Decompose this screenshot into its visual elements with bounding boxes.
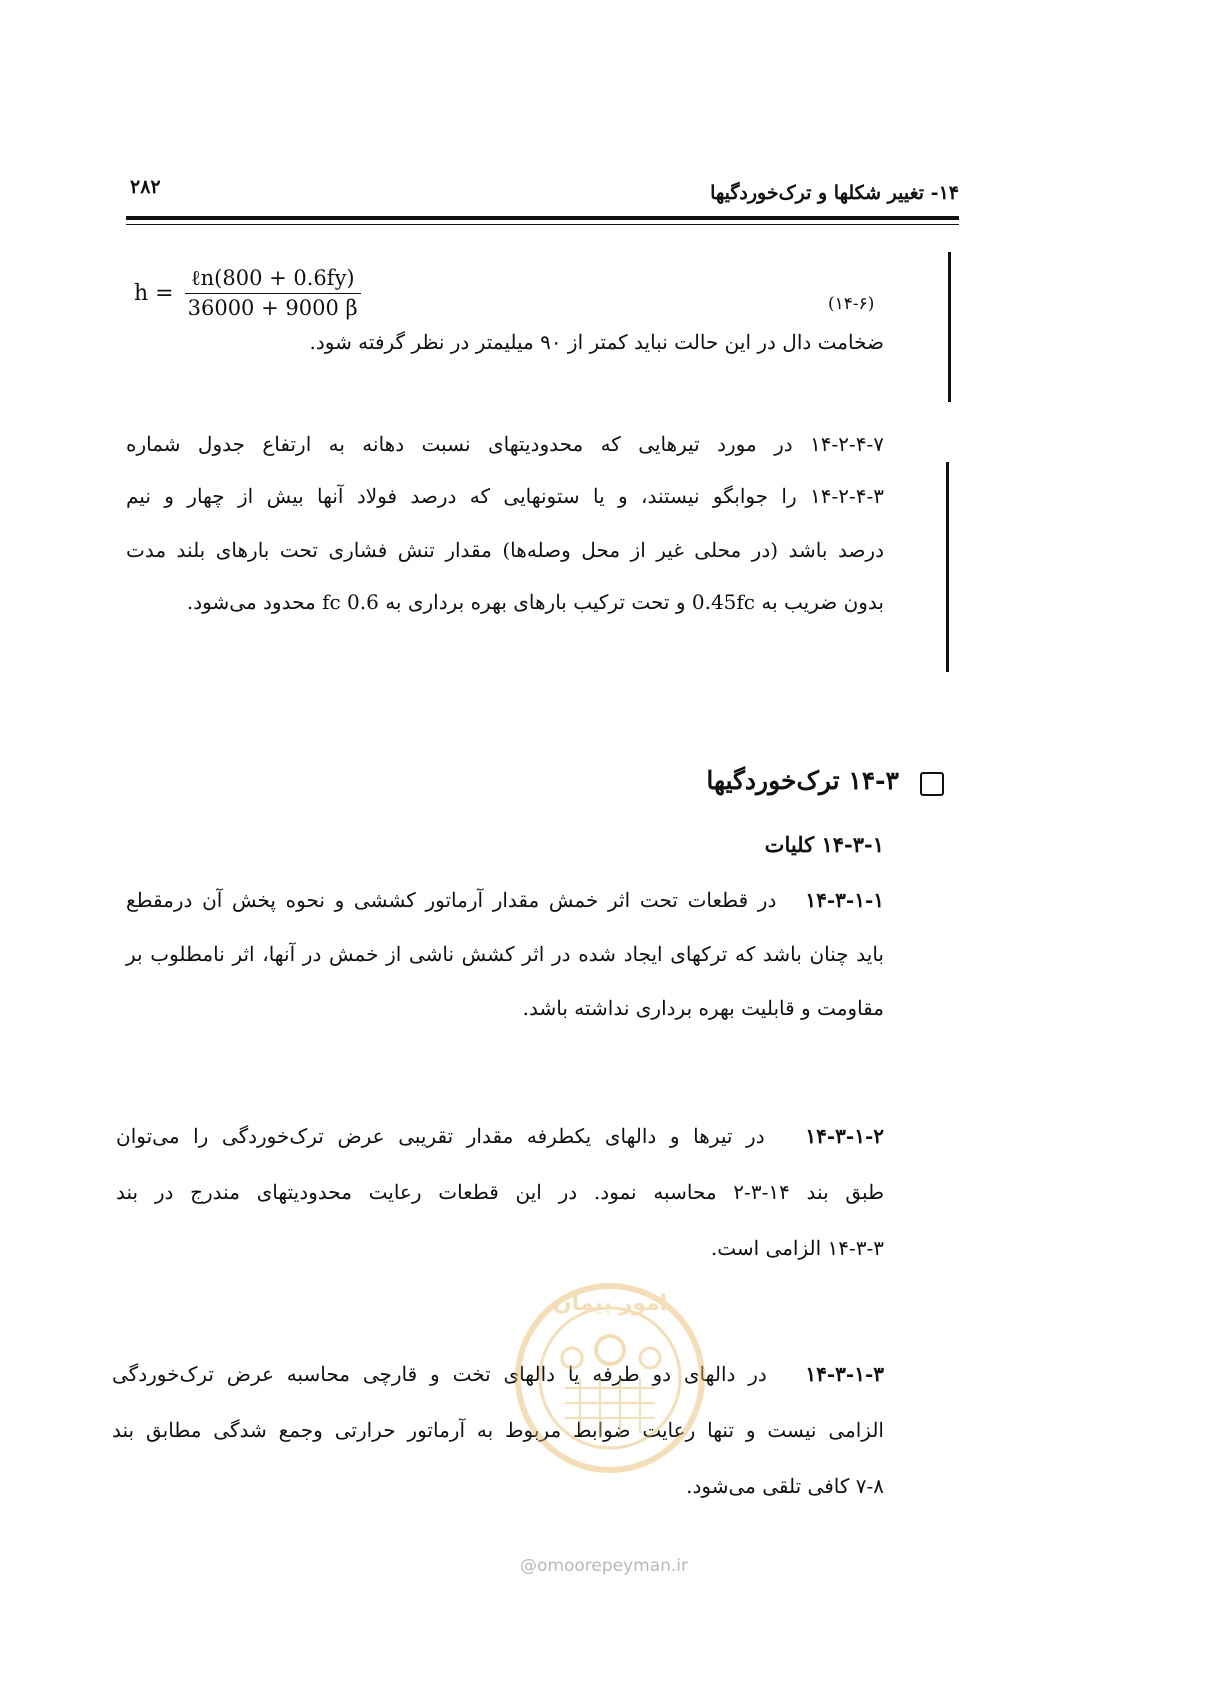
clause-2-line: ۱۴-۳-۳ الزامی است. — [710, 1236, 884, 1260]
change-bar — [946, 462, 949, 672]
formula-denominator: 36000 + 9000 β — [187, 296, 358, 320]
clause-2-line — [116, 1124, 884, 1148]
clause-3-line: الزامی نیست و تنها رعایت ضوابط مربوط به آرماتور حرارتی وجمع شدگی مطابق بند — [112, 1418, 884, 1442]
subsection-title: ۱۴-۳-۱ کلیات — [764, 832, 884, 857]
header-rule-thin — [126, 224, 959, 225]
clause-text: در قطعات تحت اثر خمش مقدار آرماتور کششی و نحوه پخش آن درمقطع — [126, 888, 777, 912]
watermark-seal-icon — [510, 1278, 710, 1478]
watermark-url: @omoorepeyman.ir — [520, 1556, 689, 1576]
section-checkbox-icon — [920, 772, 944, 796]
section-title: ۱۴-۳ ترک‌خوردگیها — [706, 766, 899, 795]
clause-7-line: ۱۴-۲-۴-۳ را جوابگو نیستند، و یا ستونهایی که درصد فولاد آنها بیش از چهار و نیم — [126, 484, 884, 508]
clause-7-line: بدون ضریب به 0.45fc و تحت ترکیب بارهای بهره برداری به 0.6 fc محدود می‌شود. — [186, 590, 884, 614]
clause-1-line — [126, 888, 884, 912]
formula-lhs: h = — [134, 280, 174, 306]
formula-numerator: ℓn(800 + 0.6fy) — [185, 266, 361, 294]
formula-fraction — [182, 266, 364, 320]
clause-3-line: ۷-۸ کافی تلقی می‌شود. — [686, 1474, 884, 1498]
clause-2-line: طبق بند ۱۴-۳-۲ محاسبه نمود. در این قطعات رعایت محدودیتهای مندرج در بند — [116, 1180, 884, 1204]
formula-note: ضخامت دال در این حالت نباید کمتر از ۹۰ میلیمتر در نظر گرفته شود. — [309, 330, 884, 354]
clause-7-line: ۱۴-۲-۴-۷ در مورد تیرهایی که محدودیتهای نسبت دهانه به ارتفاع جدول شماره — [126, 432, 884, 456]
formula — [134, 266, 364, 320]
page-number: ۲۸۲ — [130, 176, 161, 198]
clause-1-line: مقاومت و قابلیت بهره برداری نداشته باشد. — [522, 996, 884, 1020]
clause-7-line: درصد باشد (در محلی غیر از محل وصله‌ها) مقدار تنش فشاری تحت بارهای بلند مدت — [126, 538, 884, 562]
clause-1-line: باید چنان باشد که ترکهای ایجاد شده در اثر کشش ناشی از خمش در آنها، اثر نامطلوب بر — [126, 942, 884, 966]
header-rule — [126, 216, 959, 220]
seal-text: امور پیمان — [552, 1291, 668, 1316]
clause-number: ۱۴-۳-۱-۳ — [805, 1362, 884, 1386]
clause-3-line — [112, 1362, 884, 1386]
clause-number: ۱۴-۳-۱-۱ — [805, 888, 884, 912]
clause-number: ۱۴-۳-۱-۲ — [805, 1124, 884, 1148]
change-bar — [948, 252, 951, 402]
chapter-title: ۱۴- تغییر شکلها و ترک‌خوردگیها — [710, 182, 959, 204]
equation-number: (۱۴-۶) — [828, 294, 875, 314]
clause-text: در تیرها و دالهای یکطرفه مقدار تقریبی عرض ترک‌خوردگی را می‌توان — [116, 1124, 765, 1148]
clause-text: در دالهای دو طرفه یا دالهای تخت و قارچی محاسبه عرض ترک‌خوردگی — [112, 1362, 767, 1386]
